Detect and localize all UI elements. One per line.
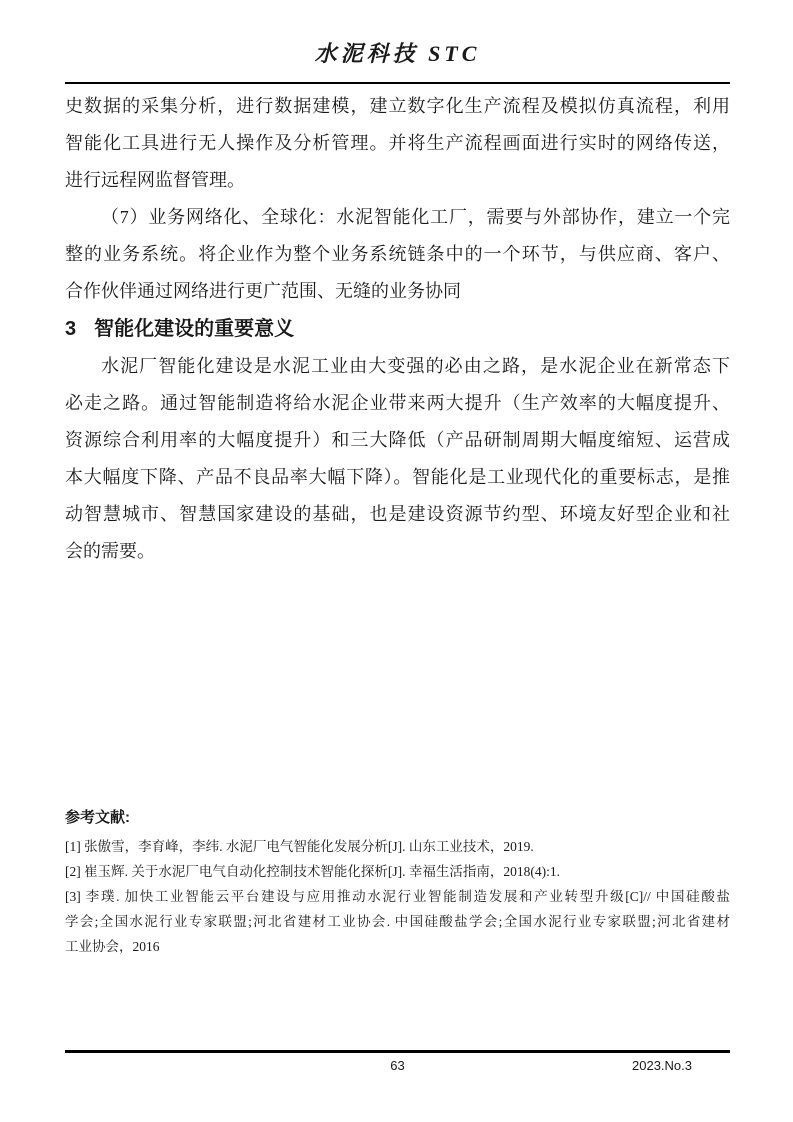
text-line: 动智慧城市、智慧国家建设的基础，也是建设资源节约型、环境友好型企业和社 [65,504,730,524]
reference-line: 工业协会，2016 [65,939,160,954]
issue-number: 2023.No.3 [632,1058,692,1073]
page-number: 63 [390,1058,405,1073]
section-title: 智能化建设的重要意义 [94,318,295,340]
section-number: 3 [65,318,77,340]
text-line: （7）业务网络化、全球化：水泥智能化工厂，需要与外部协作，建立一个完 [101,207,730,227]
reference-item [65,859,730,884]
references-section [65,806,730,959]
reference-item [65,884,730,959]
text-line: 会的需要。 [65,541,155,561]
text-line: 合作伙伴通过网络进行更广范围、无缝的业务协同 [65,281,461,301]
text-line: 必走之路。通过智能制造将给水泥企业带来两大提升（生产效率的大幅度提升、 [65,393,730,413]
text-line: 智能化工具进行无人操作及分析管理。并将生产流程画面进行实时的网络传送， [65,133,730,153]
text-line: 水泥厂智能化建设是水泥工业由大变强的必由之路，是水泥企业在新常态下 [101,356,730,376]
text-line: 史数据的采集分析，进行数据建模，建立数字化生产流程及模拟仿真流程，利用 [65,96,730,116]
journal-header [65,38,730,84]
text-line: 本大幅度下降、产品不良品率大幅下降）。智能化是工业现代化的重要标志，是推 [65,467,730,487]
header-rule [65,82,730,84]
reference-line: [2] 崔玉辉. 关于水泥厂电气自动化控制技术智能化探析[J]. 幸福生活指南，2018(4):1. [65,864,560,879]
reference-line: [3] 李璞. 加快工业智能云平台建设与应用推动水泥行业智能制造发展和产业转型升级[C]// 中国硅酸盐 [65,889,730,904]
paragraph [65,199,730,310]
references-heading: 参考文献: [65,809,130,826]
paragraph [65,88,730,199]
text-line: 资源综合利用率的大幅度提升）和三大降低（产品研制周期大幅度缩短、运营成 [65,430,730,450]
reference-line: 学会;全国水泥行业专家联盟;河北省建材工业协会. 中国硅酸盐学会;全国水泥行业专家联盟;河北省建材 [65,914,730,929]
journal-title: 水泥科技 STC [314,41,481,66]
section-heading [65,312,730,346]
footer-row [65,1053,730,1079]
article-body [65,88,730,570]
page-footer [65,1050,730,1079]
reference-line: [1] 张傲雪，李育峰，李纬. 水泥厂电气智能化发展分析[J]. 山东工业技术，2019. [65,839,534,854]
reference-item [65,834,730,859]
paragraph [65,348,730,570]
text-line: 进行远程网监督管理。 [65,170,245,190]
text-line: 整的业务系统。将企业作为整个业务系统链条中的一个环节，与供应商、客户、 [65,244,730,264]
